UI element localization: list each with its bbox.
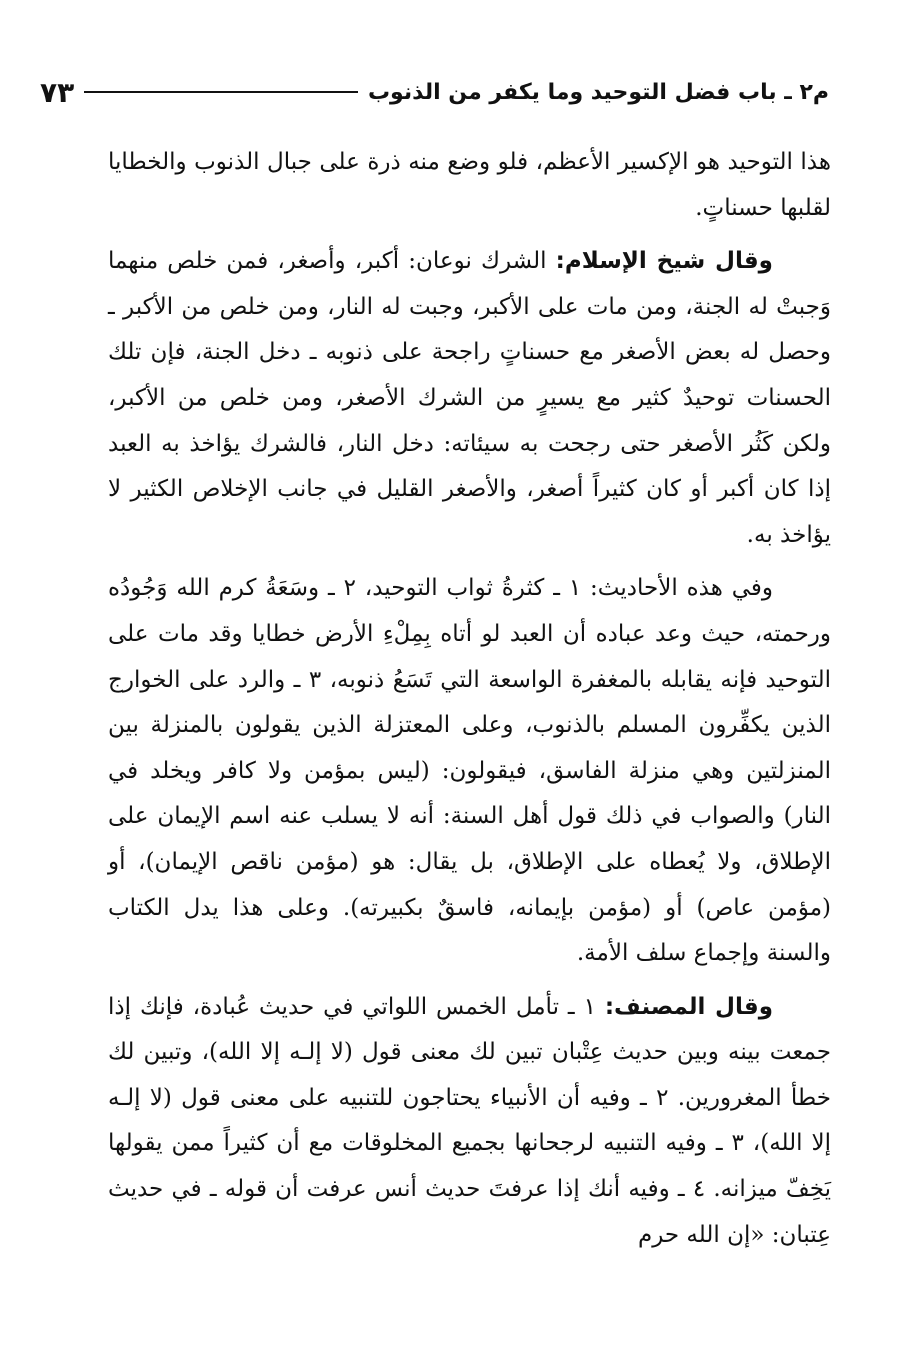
paragraph-2 [108,239,831,558]
paragraph-2-text: الشرك نوعان: أكبر، وأصغر، فمن خلص منهما وَجبتْ له الجنة، ومن مات على الأكبر، وجبت له النار، ومن خلص من الأكبر ـ وحصل له بعض الأصغر مع حسناتٍ راجحة على ذنوبه ـ دخل الجنة، فإن تلك الحسنات توحيدٌ كثير مع يسيرٍ من الشرك الأصغر، ومن خلص من الأكبر، ولكن كَثُر الأصغر حتى رجحت به سيئاته: دخل النار، فالشرك يؤاخذ به العبد إذا كان أكبر أو كان كثيراً أصغر، والأصغر القليل في جانب الإخلاص الكثير لا يؤاخذ به. [108,248,831,548]
paragraph-3-text: وفي هذه الأحاديث: ١ ـ كثرةُ ثواب التوحيد، ٢ ـ وسَعَةُ كرم الله وَجُودُه ورحمته، حيث وعد عباده أن العبد لو أتاه بِمِلْءِ الأرض خطايا وقد مات على التوحيد فإنه يقابله بالمغفرة الواسعة التي تَسَعُ ذنوبه، ٣ ـ والرد على الخوارج الذين يكفِّرون المسلم بالذنوب، وعلى المعتزلة الذين يقولون بالمنزلة بين المنزلتين وهي منزلة الفاسق، فيقولون: (ليس بمؤمن ولا كافر ويخلد في النار) والصواب في ذلك قول أهل السنة: أنه لا يسلب عنه اسم الإيمان على الإطلاق، ولا يُعطاه على الإطلاق، بل يقال: هو (مؤمن ناقص الإيمان)، أو (مؤمن عاص) أو (مؤمن بإيمانه، فاسقٌ بكبيرته). وعلى هذا يدل الكتاب والسنة وإجماع سلف الأمة. [108,575,831,967]
paragraph-4-lead: وقال المصنف: [604,993,774,1020]
paragraph-4 [108,985,831,1259]
paragraph-4-text: ١ ـ تأمل الخمس اللواتي في حديث عُبادة، فإنك إذا جمعت بينه وبين حديث عِتْبان تبين لك معنى قول (لا إلـه إلا الله)، وتبين لك خطأ المغرورين. ٢ ـ وفيه أن الأنبياء يحتاجون للتنبيه على معنى قول (لا إلـه إلا الله)، ٣ ـ وفيه التنبيه لرجحانها بجميع المخلوقات مع أن كثيراً ممن يقولها يَخِفّ ميزانه. ٤ ـ وفيه أنك إذا عرفتَ حديث أنس عرفت أن قوله ـ في حديث عِتبان: «إن الله حرم [108,993,831,1248]
paragraph-1 [108,140,831,231]
paragraph-1-text: هذا التوحيد هو الإكسير الأعظم، فلو وضع منه ذرة على جبال الذنوب والخطايا لقلبها حسناتٍ. [108,149,831,221]
paragraph-3 [108,566,831,976]
paragraph-2-lead: وقال شيخ الإسلام: [555,248,773,275]
chapter-title: م٢ ـ باب فضل التوحيد وما يكفر من الذنوب [367,79,829,105]
body-text [108,140,831,1266]
header-rule [84,91,358,93]
page-number: ٧٣ [40,75,75,109]
running-header [40,70,829,114]
